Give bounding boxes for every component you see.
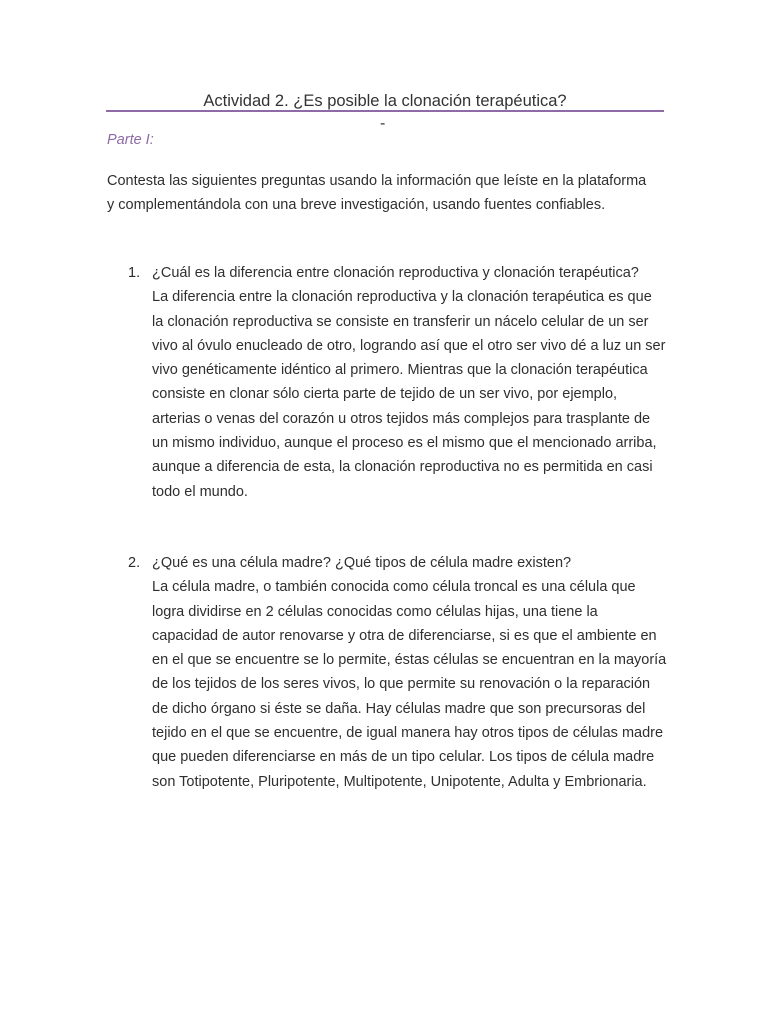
question-list-item-2 <box>107 551 667 794</box>
question-text: ¿Qué es una célula madre? ¿Qué tipos de célula madre existen? <box>152 555 572 571</box>
question-text: ¿Cuál es la diferencia entre clonación reproductiva y clonación terapéutica? <box>152 265 639 281</box>
intro-paragraph: Contesta las siguientes preguntas usando la información que leíste en la plataforma y complementándola con una breve investigación, usando fuentes confiables. <box>107 173 647 214</box>
list-item <box>107 551 667 794</box>
document-title: Actividad 2. ¿Es posible la clonación terapéutica? <box>203 92 567 110</box>
answer-text: La diferencia entre la clonación reproductiva y la clonación terapéutica es que la clonación reproductiva se consiste en transferir un nácelo celular de un ser vivo al óvulo enucleado de otro, logrando así que el otro ser vivo dé a luz un ser vivo genéticamente idéntico al primero. Mientras que la clonación terapéutica consiste en clonar sólo cierta parte de tejido de un ser vivo, por ejemplo, arterias o venas del corazón u otros tejidos más complejos para trasplante de un mismo individuo, aunque el proceso es el mismo que el mencionado arriba, aunque a diferencia de esta, la clonación reproductiva no es permitida en casi todo el mundo. <box>152 289 666 500</box>
list-item <box>107 261 667 504</box>
list-number: 1. <box>128 265 141 281</box>
rule-dash-mark: - <box>380 115 386 132</box>
answer-text: La célula madre, o también conocida como célula troncal es una célula que logra dividirse en 2 células conocidas como células hijas, una tiene la capacidad de autor renovarse y otra de diferenciarse, si es que el ambiente en en el que se encuentre se lo permite, éstas células se encuentran en la mayoría de los tejidos de los seres vivos, lo que permite su renovación o la reparación de dicho órgano si éste se daña. Hay células madre que son precursoras del tejido en el que se encuentre, de igual manera hay otros tipos de células madre que pueden diferenciarse en más de un tipo celular. Los tipos de célula madre son Totipotente, Pluripotente, Multipotente, Unipotente, Adulta y Embrionaria. <box>152 579 667 790</box>
question-list-item-1 <box>107 261 667 504</box>
section-heading: Parte I: <box>107 132 154 148</box>
title-underline-rule <box>106 110 664 112</box>
list-number: 2. <box>128 555 141 571</box>
